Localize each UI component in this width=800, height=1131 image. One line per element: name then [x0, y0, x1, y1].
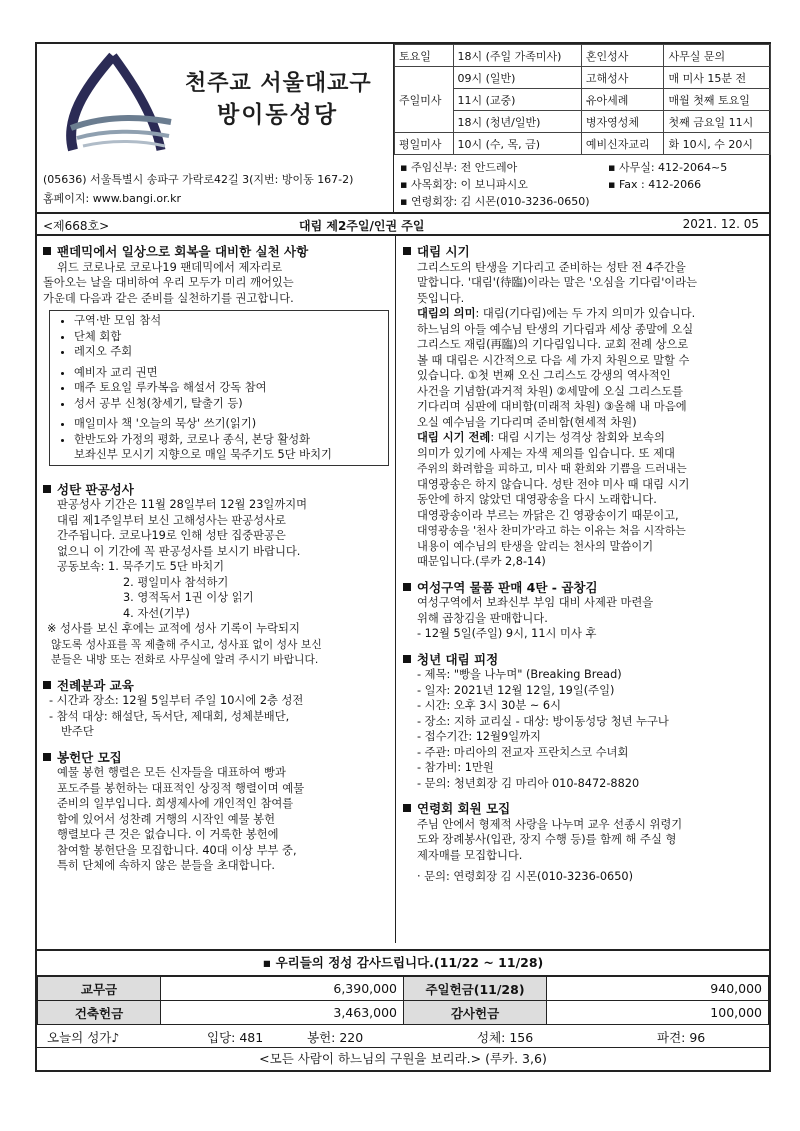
text-line: 도와 장례봉사(입관, 장지 수행 등)를 함께 해 주실 형 — [417, 833, 677, 846]
issue-bar — [37, 212, 769, 236]
wedding-info: 사무실 문의 — [664, 45, 771, 67]
text-line — [403, 430, 765, 446]
seniors-president: ▪ 연령회장: 김 시몬(010-3236-0650) — [400, 195, 590, 208]
text-line: 않도록 성사표를 꼭 제출해 주시고, 성사표 없이 성사 보신 — [51, 637, 322, 651]
offering-table — [37, 976, 769, 1025]
sunday-mass-3: 18시 (청년/일반) — [453, 111, 581, 133]
text-line: ※ 성사를 보신 후에는 교적에 성사 기록이 누락되지 — [47, 622, 300, 635]
text-line: 하느님의 아들 예수님 탄생의 기다림과 세상 종말에 오실 — [417, 322, 694, 336]
hymn-label: 오늘의 성가♪ — [47, 1030, 120, 1045]
footer-verse: <모든 사람이 하느님의 구원을 보리라.> (루카. 3,6) — [259, 1051, 547, 1066]
text-line: - 참석 대상: 해설단, 독서단, 제대회, 성체분배단, — [49, 709, 290, 723]
text-line: 대림 제1주일부터 보신 고해성사는 판공성사로 — [57, 513, 286, 527]
text-line: 판공성사 기간은 11월 28일부터 12월 23일까지며 — [57, 498, 308, 511]
text-line: 위해 곱창김을 판매합니다. — [417, 611, 548, 625]
text-line: - 문의: 청년회장 김 마리아 010-8472-8820 — [417, 776, 640, 790]
bulletin-page — [35, 42, 771, 1072]
text-line: 있습니다. ①첫 번째 오신 그리스도 강생의 역사적인 — [417, 369, 671, 382]
section-pandemic-heading: 팬데믹에서 일상으로 회복을 대비한 실천 사항 — [43, 244, 389, 260]
text-line — [403, 306, 765, 322]
list-item: • 성서 공부 신청(창세기, 탈출기 등) — [74, 396, 380, 412]
offering-label: 주일헌금(11/28) — [404, 977, 547, 1001]
issue-number: <제668호> — [43, 219, 110, 233]
sunday-mass-2: 11시 (교중) — [453, 89, 581, 111]
sunday-mass-1: 09시 (일반) — [453, 67, 581, 89]
text-line: 준비의 일부입니다. 희생제사에 개인적인 참여를 — [57, 797, 294, 810]
list-item: • 구역·반 모임 참석 — [74, 313, 380, 329]
staff-info — [394, 156, 771, 212]
list-item: • 예비자 교리 권면 — [74, 365, 380, 381]
church-name-line2: 방이동성당 — [217, 102, 339, 128]
text-line: - 접수기간: 12월9일까지 — [417, 730, 541, 743]
text-line: - 참가비: 1만원 — [417, 761, 494, 774]
text-line: - 주관: 마리아의 전교자 프란치스코 수녀회 — [417, 745, 629, 759]
baptism-label: 유아세례 — [581, 89, 664, 111]
text-line: 공동보속: 1. 묵주기도 5단 바치기 — [57, 560, 225, 573]
section-retreat-heading: 청년 대림 피정 — [403, 652, 765, 668]
section-sale-heading: 여성구역 물품 판매 4탄 - 곱창김 — [403, 580, 765, 596]
catechumen-label: 예비신자교리 — [581, 133, 664, 155]
hymn-offertory: 봉헌: 220 — [307, 1030, 364, 1045]
text-line: 2. 평일미사 참석하기 — [123, 575, 229, 589]
church-name-line1: 천주교 서울대교구 — [185, 71, 372, 96]
text-line: · 문의: 연령회장 김 시몬(010-3236-0650) — [417, 870, 634, 883]
text-line: 뜻입니다. — [417, 291, 465, 305]
office-phone: ▪ 사무실: 412-2064~5 — [608, 161, 728, 174]
text-line: - 일자: 2021년 12월 12일, 19일(주일) — [417, 683, 615, 697]
text-line: - 제목: "빵을 나누며" (Breaking Bread) — [417, 668, 622, 681]
church-address: (05636) 서울특별시 송파구 가락로42길 3(지번: 방이동 167-2) — [43, 173, 354, 186]
offering-label: 교무금 — [38, 977, 161, 1001]
text-line: - 시간과 장소: 12월 5일부터 주일 10시에 2층 성전 — [49, 694, 304, 707]
text-line: 가운데 다음과 같은 준비를 실천하기를 권고합니다. — [43, 291, 294, 305]
section-confession-heading: 성탄 판공성사 — [43, 482, 389, 498]
text-line: 내용이 예수님의 탄생을 알리는 천사의 말씀이기 — [417, 539, 654, 553]
list-item: 보좌신부 모시기 지향으로 매일 묵주기도 5단 바치기 — [74, 448, 332, 461]
text-line: - 장소: 지하 교리실 - 대상: 방이동성당 청년 누구나 — [417, 714, 669, 728]
advent-liturgy-label: 대림 시기 전례 — [417, 431, 491, 444]
section-advent-heading: 대림 시기 — [403, 244, 765, 260]
church-homepage[interactable]: 홈페이지: www.bangi.or.kr — [43, 192, 182, 205]
mass-schedule-table — [394, 44, 771, 155]
confession-info: 매 미사 15분 전 — [664, 67, 771, 89]
advent-meaning-label: 대림의 의미 — [417, 307, 476, 320]
list-item: • 한반도와 가정의 평화, 코로나 종식, 본당 활성화 — [74, 432, 380, 448]
offering-value: 100,000 — [547, 1001, 769, 1025]
sunday-label: 주일미사 — [395, 67, 454, 133]
text-line: 의미가 있기에 사제는 자색 제의를 입습니다. 또 제대 — [417, 446, 675, 460]
text-line: 사건을 기념함(과거적 차원) ②세말에 오실 그리스도를 — [417, 384, 684, 398]
text-line: 위드 코로나로 코로나19 팬데믹에서 제자리로 — [57, 260, 283, 274]
hymn-recessional: 파견: 96 — [657, 1030, 706, 1045]
advent-liturgy-intro: : 대림 시기는 성격상 참회와 보속의 — [490, 431, 665, 444]
pastor: ▪ 주임신부: 전 안드레아 — [400, 161, 518, 174]
fax-number: ▪ Fax : 412-2066 — [608, 178, 702, 191]
header-left — [37, 44, 394, 212]
list-item: • 매일미사 책 '오늘의 묵상' 쓰기(읽기) — [74, 416, 380, 432]
hymn-communion: 성체: 156 — [477, 1030, 534, 1045]
list-item: • 매주 토요일 루카복음 해설서 강독 참여 — [74, 380, 380, 396]
confession-label: 고해성사 — [581, 67, 664, 89]
text-line: 없으니 이 기간에 꼭 판공성사를 보시기 바랍니다. — [57, 544, 301, 558]
list-item: • 레지오 주회 — [74, 344, 380, 360]
liturgical-title: 대림 제2주일/인권 주일 — [299, 219, 425, 233]
advent-meaning-intro: : 대림(기다림)에는 두 가지 의미가 있습니다. — [475, 307, 696, 320]
text-line: 여성구역에서 보좌신부 부임 대비 사제관 마련을 — [417, 596, 654, 609]
council-president: ▪ 사목회장: 이 보니파시오 — [400, 178, 528, 191]
text-line: 기다리며 심판에 대비함(미래적 차원) ③올해 내 마음에 — [417, 400, 687, 413]
text-line: - 시간: 오후 3시 30분 ~ 6시 — [417, 699, 562, 712]
text-line: 그리스도 재림(再臨)의 기다림입니다. 교회 전례 상으로 — [417, 338, 689, 351]
text-line: 말합니다. '대림'(待臨)이라는 말은 '오심을 기다림'이라는 — [417, 276, 698, 289]
offering-value: 6,390,000 — [161, 977, 404, 1001]
text-line: 3. 영적독서 1권 이상 읽기 — [123, 591, 254, 604]
wedding-label: 혼인성사 — [581, 45, 664, 67]
section-seniors-heading: 연령회 회원 모집 — [403, 801, 765, 817]
left-column — [43, 242, 389, 874]
text-line: 분들은 내방 또는 전화로 사무실에 알려 주시기 바랍니다. — [51, 653, 319, 666]
text-line: 포도주를 봉헌하는 대표적인 상징적 행렬이며 예물 — [57, 781, 305, 795]
section-liturgy-heading: 전례분과 교육 — [43, 678, 389, 694]
hymn-numbers — [37, 1025, 769, 1048]
sick-communion-label: 병자영성체 — [581, 111, 664, 133]
text-line: 예물 봉헌 행렬은 모든 신자들을 대표하여 빵과 — [57, 766, 286, 779]
text-line: 행렬보다 큰 것은 없습니다. 이 거룩한 봉헌에 — [57, 828, 279, 841]
offering-caption: ▪ 우리들의 정성 감사드립니다.(11/22 ~ 11/28) — [37, 951, 769, 976]
text-line: 간주됩니다. 코로나19로 인해 성탄 집중판공은 — [57, 529, 286, 542]
baptism-info: 매월 첫째 토요일 — [664, 89, 771, 111]
weekday-label: 평일미사 — [395, 133, 454, 155]
text-line: 대영광송을 '천사 찬미가'라고 하는 이유는 처음 시작하는 — [417, 524, 686, 537]
text-line: 대영광송이라 부르는 까닭은 긴 영광송이기 때문이고, — [417, 508, 679, 522]
pandemic-checklist — [49, 310, 389, 466]
sat-time: 18시 (주일 가족미사) — [453, 45, 581, 67]
text-line: 제자매를 모집합니다. — [417, 848, 523, 862]
text-line: 때문입니다.(루카 2,8-14) — [417, 555, 546, 568]
text-line: 돌아오는 날을 대비하여 우리 모두가 미리 깨어있는 — [43, 276, 294, 289]
right-column — [403, 242, 765, 885]
text-line: 그리스도의 탄생을 기다리고 준비하는 성탄 전 4주간을 — [417, 260, 686, 274]
text-line: 동안에 하지 않았던 대영광송을 다시 노래합니다. — [417, 493, 657, 506]
offering-label: 건축헌금 — [38, 1001, 161, 1025]
text-line: 특히 단체에 속하지 않은 분들을 초대합니다. — [57, 859, 275, 872]
text-line: 오실 예수님을 기다리며 준비함(현세적 차원) — [417, 415, 637, 429]
text-line: 4. 자선(기부) — [123, 606, 190, 620]
offering-value: 940,000 — [547, 977, 769, 1001]
text-line: 주위의 화려함을 피하고, 미사 때 환희와 기쁨을 드러내는 — [417, 462, 687, 475]
text-line: - 12월 5일(주일) 9시, 11시 미사 후 — [417, 627, 597, 640]
church-logo — [43, 50, 183, 160]
text-line: 참여할 봉헌단을 모집합니다. 40대 이상 부부 중, — [57, 843, 297, 857]
offering-report — [37, 949, 769, 1070]
text-line: 함에 있어서 성찬례 거행의 시작인 예물 봉헌 — [57, 812, 275, 826]
sat-label: 토요일 — [395, 45, 454, 67]
issue-date: 2021. 12. 05 — [682, 217, 759, 231]
column-divider — [395, 236, 396, 943]
section-offering-heading: 봉헌단 모집 — [43, 750, 389, 766]
sick-communion-info: 첫째 금요일 11시 — [664, 111, 771, 133]
text-line: 대영광송은 하지 않습니다. 성탄 전야 미사 때 대림 시기 — [417, 477, 690, 491]
list-item: • 단체 회합 — [74, 329, 380, 345]
offering-value: 3,463,000 — [161, 1001, 404, 1025]
text-line: 반주단 — [61, 725, 94, 738]
hymn-entrance: 입당: 481 — [207, 1030, 264, 1045]
offering-label: 감사헌금 — [404, 1001, 547, 1025]
text-line: 주님 안에서 형제적 사랑을 나누며 교우 선종시 위령기 — [417, 817, 683, 831]
catechumen-info: 화 10시, 수 20시 — [664, 133, 771, 155]
text-line: 볼 때 대림은 시간적으로 다음 세 가지 차원으로 말할 수 — [417, 353, 690, 367]
weekday-time: 10시 (수, 목, 금) — [453, 133, 581, 155]
